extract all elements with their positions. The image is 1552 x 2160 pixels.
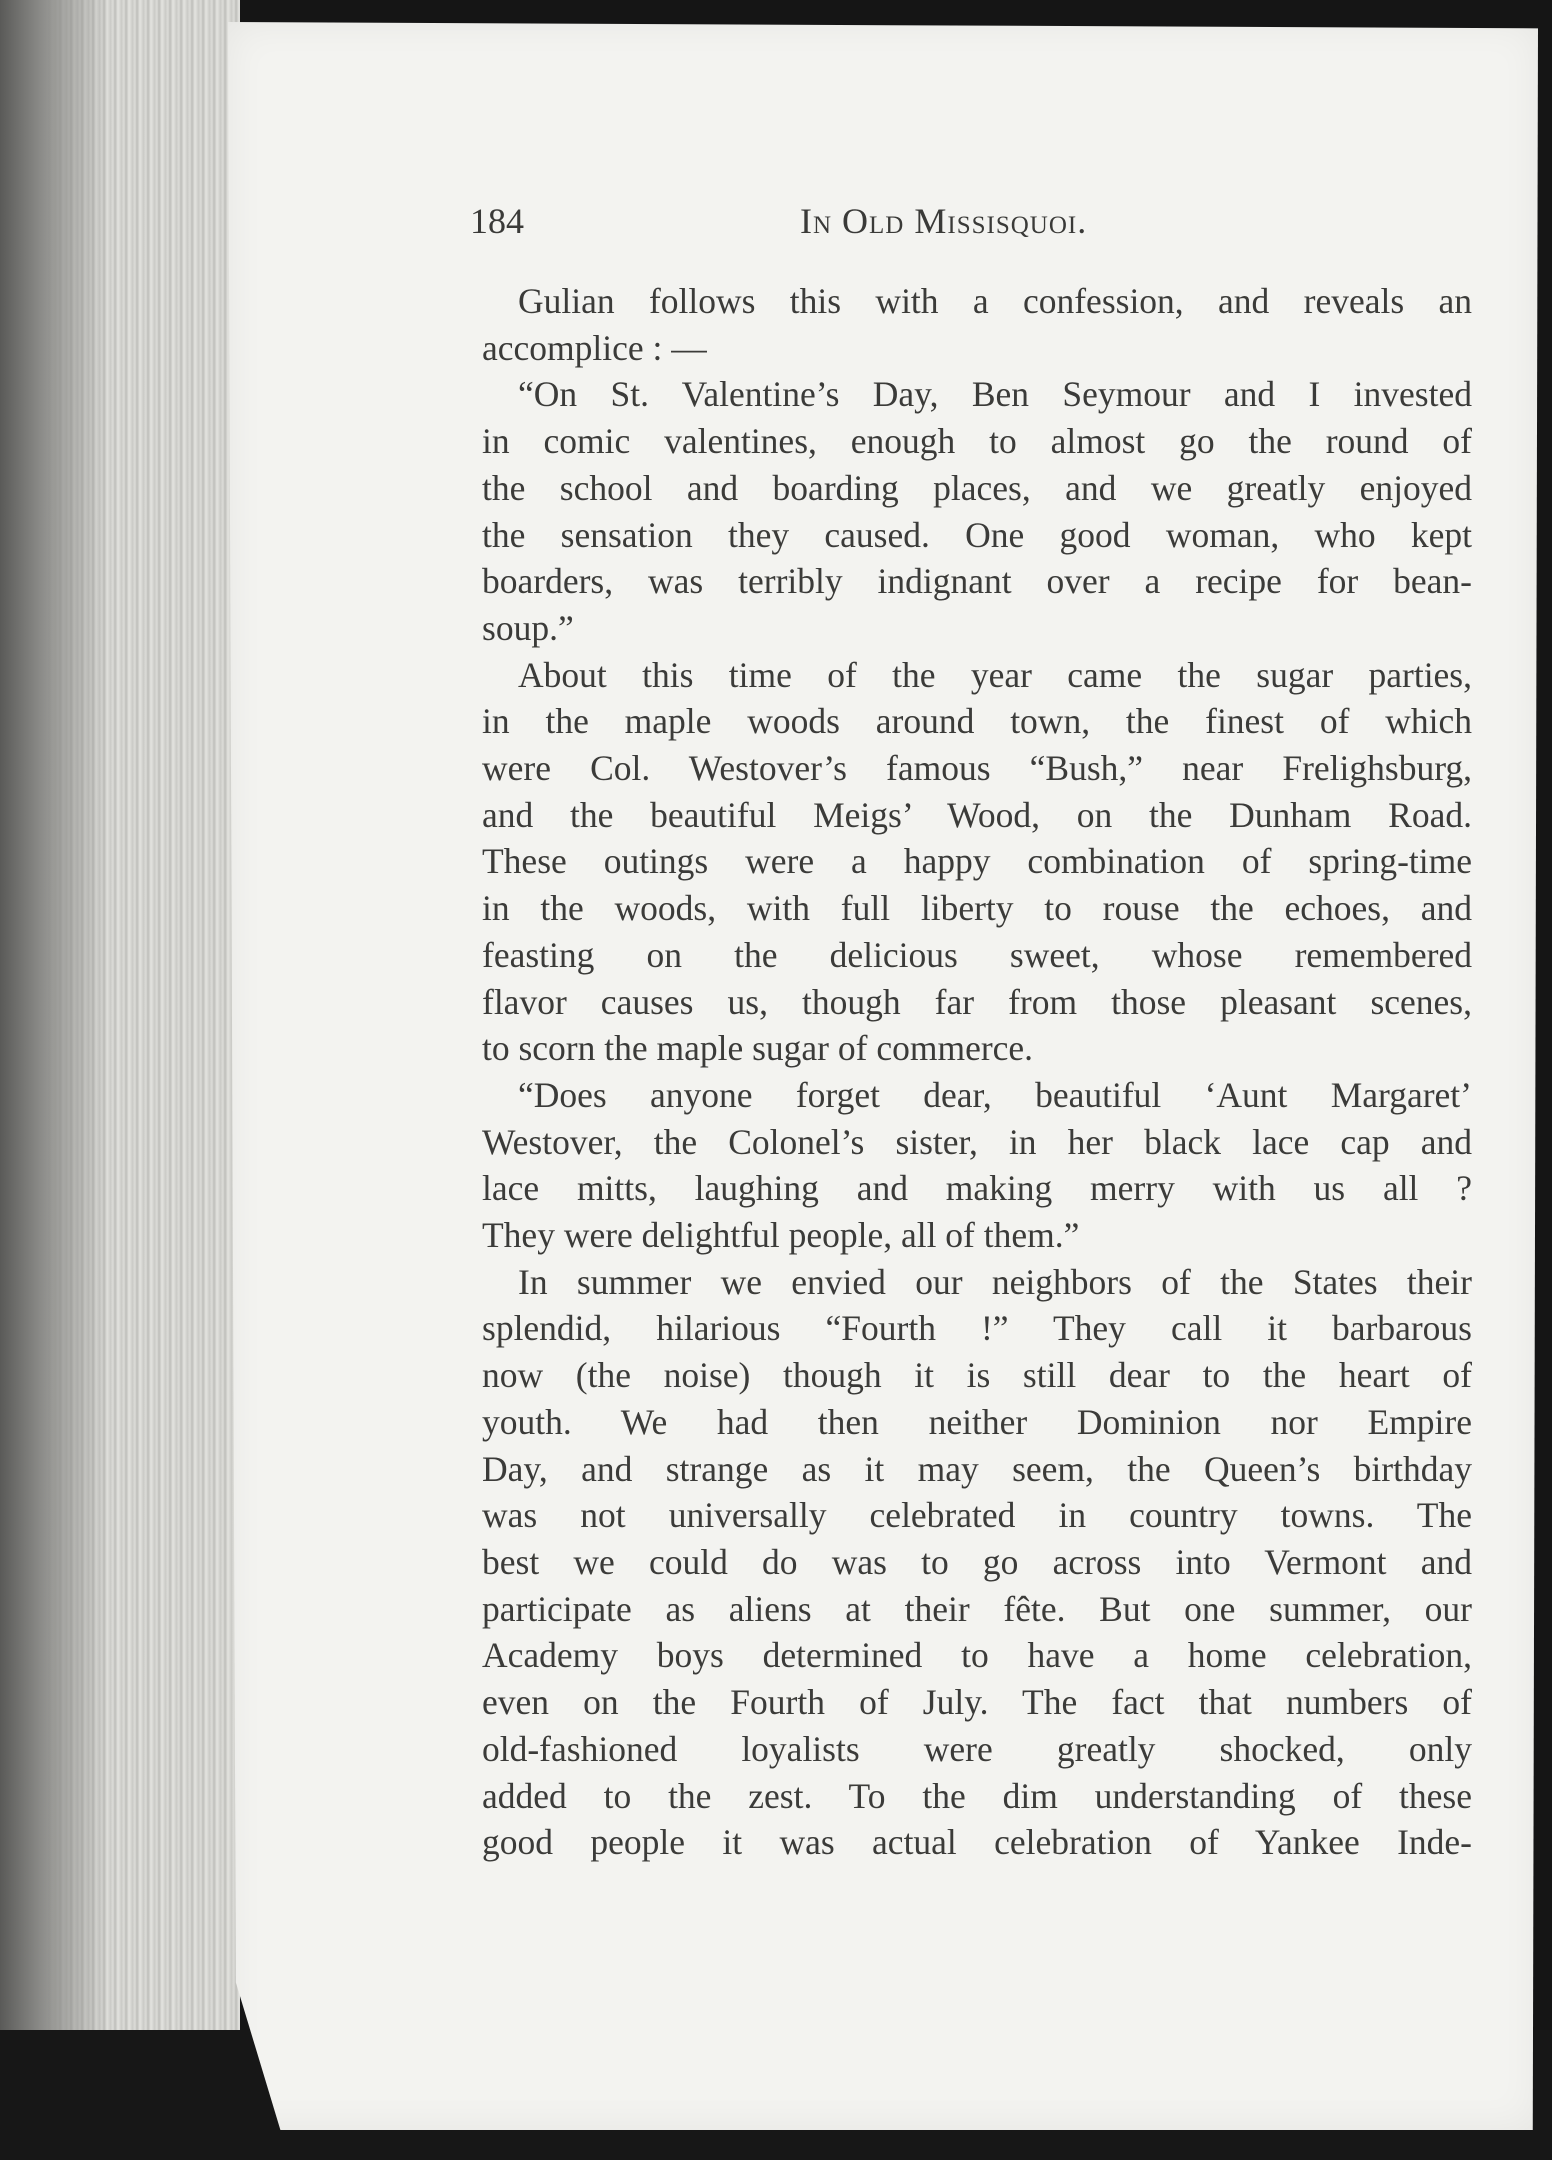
text-line: splendid, hilarious “Fourth !” They call it barbarous: [482, 1308, 1472, 1349]
text-line: Gulian follows this with a confession, and reveals an: [518, 281, 1472, 321]
text-line: soup.”: [482, 607, 574, 648]
text-line: added to the zest. To the dim understanding of these: [482, 1775, 1472, 1816]
text-line: the sensation they caused. One good woman, who kept: [482, 514, 1472, 555]
text-line: lace mitts, laughing and making merry with us all ?: [482, 1168, 1472, 1209]
text-line: in comic valentines, enough to almost go the round of: [482, 421, 1472, 462]
text-line: “On St. Valentine’s Day, Ben Seymour and I invested: [518, 374, 1472, 415]
binding-shadow: [0, 0, 110, 2160]
text-line: the school and boarding places, and we greatly enjoyed: [482, 467, 1472, 508]
book-title: In Old Missisquoi.: [800, 201, 1088, 241]
text-line: Westover, the Colonel’s sister, in her black lace cap and: [482, 1121, 1472, 1162]
text-line: youth. We had then neither Dominion nor Empire: [482, 1401, 1472, 1442]
body-text: [482, 278, 1472, 1866]
text-line: boarders, was terribly indignant over a recipe for bean-: [482, 561, 1472, 602]
text-line: in the maple woods around town, the finest of which: [482, 701, 1472, 742]
text-line: and the beautiful Meigs’ Wood, on the Dunham Road.: [482, 794, 1472, 835]
text-line: flavor causes us, though far from those pleasant scenes,: [482, 981, 1472, 1022]
text-line: accomplice : —: [482, 327, 707, 368]
text-line: feasting on the delicious sweet, whose remembered: [482, 934, 1472, 975]
text-line: participate as aliens at their fête. But one summer, our: [482, 1588, 1472, 1629]
page-number: 184: [470, 201, 524, 241]
text-line: They were delightful people, all of them.”: [482, 1215, 1080, 1256]
text-line: “Does anyone forget dear, beautiful ‘Aunt Margaret’: [518, 1074, 1472, 1115]
text-line: These outings were a happy combination of spring-time: [482, 841, 1472, 882]
text-line: old-fashioned loyalists were greatly shocked, only: [482, 1728, 1472, 1769]
text-line: even on the Fourth of July. The fact that numbers of: [482, 1682, 1472, 1723]
text-line: was not universally celebrated in country towns. The: [482, 1495, 1472, 1536]
text-line: About this time of the year came the sugar parties,: [518, 654, 1472, 695]
text-line: Day, and strange as it may seem, the Queen’s birthday: [482, 1448, 1472, 1489]
text-line: were Col. Westover’s famous “Bush,” near Frelighsburg,: [482, 748, 1472, 789]
text-line: in the woods, with full liberty to rouse the echoes, and: [482, 888, 1472, 929]
text-line: best we could do was to go across into Vermont and: [482, 1541, 1472, 1582]
text-line: good people it was actual celebration of Yankee Inde-: [482, 1822, 1472, 1863]
running-head: [470, 200, 1170, 260]
text-line: Academy boys determined to have a home celebration,: [482, 1635, 1472, 1676]
text-line: to scorn the maple sugar of commerce.: [482, 1028, 1034, 1069]
text-line: now (the noise) though it is still dear to the heart of: [482, 1355, 1472, 1396]
text-line: In summer we envied our neighbors of the States their: [518, 1261, 1472, 1302]
